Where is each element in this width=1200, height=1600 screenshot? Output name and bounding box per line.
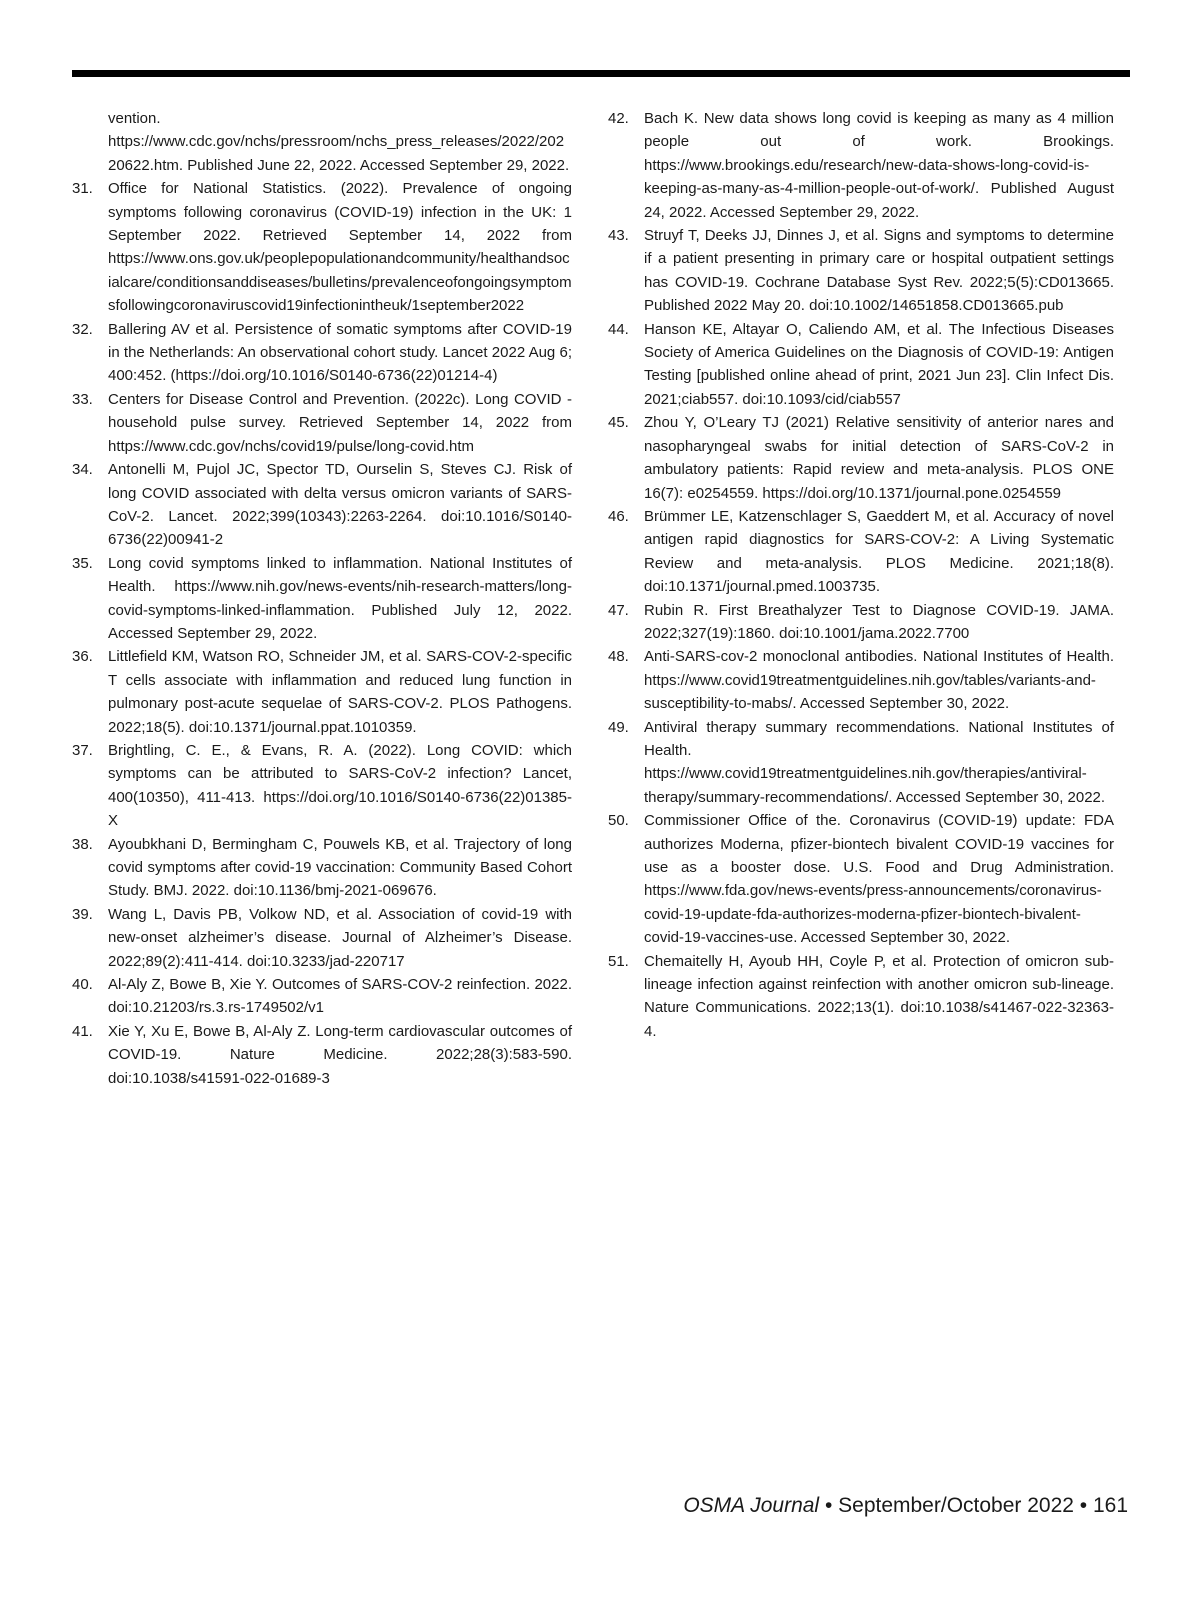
- reference-number: 31.: [72, 180, 93, 198]
- reference-number: 35.: [72, 554, 93, 572]
- reference-item: [72, 903, 572, 973]
- references-left-column: [72, 107, 572, 1090]
- reference-text: Brümmer LE, Katzenschlager S, Gaeddert M, et al. Accuracy of novel antigen rapid diagnostics for SARS-COV-2: A Living Systematic Review and meta-analysis. PLOS Medicine. 2021;18(8). doi:10.1371/journal.pmed.1003735.: [644, 507, 1114, 596]
- reference-item: [72, 833, 572, 903]
- reference-number: 42.: [608, 110, 629, 127]
- reference-item: [72, 177, 572, 317]
- reference-number: 37.: [72, 741, 93, 759]
- reference-text: vention. https://www.cdc.gov/nchs/pressroom/nchs_press_releases/2022/20220622.htm. Published June 22, 2022. Accessed September 29, 2022.: [108, 110, 570, 174]
- reference-number: 40.: [72, 976, 93, 994]
- reference-text: Anti-SARS-cov-2 monoclonal antibodies. National Institutes of Health. https://www.covid19treatmentguidelines.nih.gov/tables/variants-and-susceptibility-to-mabs/. Accessed September 30, 2022.: [644, 648, 1114, 713]
- reference-text: Zhou Y, O’Leary TJ (2021) Relative sensitivity of anterior nares and nasopharyngeal swabs for initial detection of SARS-CoV-2 in ambulatory patients: Rapid review and meta-analysis. PLOS ONE 16(7): e0254559. https://doi.org/10.1371/journal.pone.0254559: [644, 414, 1114, 502]
- reference-number: 36.: [72, 648, 93, 666]
- reference-number: 43.: [608, 227, 629, 245]
- reference-item: [608, 318, 1114, 412]
- reference-text: Hanson KE, Altayar O, Caliendo AM, et al. The Infectious Diseases Society of America Guidelines on the Diagnosis of COVID-19: Antigen Testing [published online ahead of print, 2021 Jun 23]. Clin Infect Dis. 2021;ciab557. doi:10.1093/cid/ciab557: [644, 320, 1114, 408]
- reference-text: Bach K. New data shows long covid is keeping as many as 4 million people out of work. Brookings. https://www.brookings.edu/research/new-data-shows-long-covid-is-keeping-as-many-as-4-million-people-out-of-work/. Published August 24, 2022. Accessed September 29, 2022.: [644, 110, 1114, 221]
- reference-text: Littlefield KM, Watson RO, Schneider JM, et al. SARS-COV-2-specific T cells associate with inflammation and reduced lung function in pulmonary post-acute sequelae of SARS-COV-2. PLOS Pathogens. 2022;18(5). doi:10.1371/journal.ppat.1010359.: [108, 648, 572, 736]
- reference-number: 34.: [72, 461, 93, 479]
- reference-number: 39.: [72, 905, 93, 923]
- issue-and-page-number: • September/October 2022 • 161: [819, 1494, 1128, 1517]
- references-right-column: [608, 107, 1114, 1043]
- reference-item: [72, 1020, 572, 1090]
- reference-text: Wang L, Davis PB, Volkow ND, et al. Association of covid-19 with new-onset alzheimer’s disease. Journal of Alzheimer’s Disease. 2022;89(2):411-414. doi:10.3233/jad-220717: [108, 905, 572, 970]
- reference-text: Commissioner Office of the. Coronavirus (COVID-19) update: FDA authorizes Moderna, pfizer-biontech bivalent COVID-19 vaccines for use as a booster dose. U.S. Food and Drug Administration. https://www.fda.gov/news-events/press-announcements/coronavirus-covid-19-update-fda-authorizes-moderna-pfizer-biontech-bivalent-covid-19-vaccines-use. Accessed September 30, 2022.: [644, 812, 1114, 947]
- reference-text: Centers for Disease Control and Prevention. (2022c). Long COVID - household pulse survey. Retrieved September 14, 2022 from https://www.cdc.gov/nchs/covid19/pulse/long-covid.htm: [108, 390, 572, 455]
- reference-item: [72, 458, 572, 552]
- top-rule: [72, 70, 1130, 77]
- reference-number: 41.: [72, 1022, 93, 1040]
- reference-item: [608, 599, 1114, 646]
- journal-name: OSMA Journal: [683, 1494, 820, 1517]
- reference-item: [608, 411, 1114, 505]
- reference-item: [608, 645, 1114, 715]
- reference-item: [72, 318, 572, 388]
- reference-text: Al-Aly Z, Bowe B, Xie Y. Outcomes of SARS-COV-2 reinfection. 2022. doi:10.21203/rs.3.rs-1749502/v1: [108, 976, 572, 1017]
- reference-item: [72, 388, 572, 458]
- reference-item: [608, 107, 1114, 224]
- reference-item: [608, 950, 1114, 1044]
- reference-text: Long covid symptoms linked to inflammation. National Institutes of Health. https://www.nih.gov/news-events/nih-research-matters/long-covid-symptoms-linked-inflammation. Published July 12, 2022. Accessed September 29, 2022.: [108, 554, 572, 642]
- reference-number: 48.: [608, 648, 629, 666]
- reference-number: 32.: [72, 320, 93, 338]
- reference-item: [72, 552, 572, 646]
- reference-item: [72, 645, 572, 739]
- reference-number: 51.: [608, 952, 629, 970]
- reference-text: Xie Y, Xu E, Bowe B, Al-Aly Z. Long-term cardiovascular outcomes of COVID-19. Nature Medicine. 2022;28(3):583-590. doi:10.1038/s41591-022-01689-3: [108, 1022, 572, 1087]
- reference-text: Brightling, C. E., & Evans, R. A. (2022). Long COVID: which symptoms can be attributed to SARS-CoV-2 infection? Lancet, 400(10350), 411-413. https://doi.org/10.1016/S0140-6736(22)01385-X: [108, 741, 572, 830]
- reference-number: 49.: [608, 718, 629, 736]
- reference-item: [72, 107, 572, 177]
- reference-item: [608, 809, 1114, 949]
- reference-number: 45.: [608, 414, 629, 432]
- reference-item: [608, 505, 1114, 599]
- page-footer: [683, 1494, 1128, 1518]
- reference-number: 44.: [608, 320, 629, 338]
- reference-text: Ballering AV et al. Persistence of somatic symptoms after COVID-19 in the Netherlands: An observational cohort study. Lancet 2022 Aug 6; 400:452. (https://doi.org/10.1016/S0140-6736(22)01214-4): [108, 320, 572, 385]
- reference-text: Rubin R. First Breathalyzer Test to Diagnose COVID-19. JAMA. 2022;327(19):1860. doi:10.1001/jama.2022.7700: [644, 601, 1114, 642]
- reference-number: 47.: [608, 601, 629, 619]
- reference-text: Antiviral therapy summary recommendations. National Institutes of Health. https://www.covid19treatmentguidelines.nih.gov/therapies/antiviral-therapy/summary-recommendations/. Accessed September 30, 2022.: [644, 718, 1114, 806]
- reference-text: Ayoubkhani D, Bermingham C, Pouwels KB, et al. Trajectory of long covid symptoms after covid-19 vaccination: Community Based Cohort Study. BMJ. 2022. doi:10.1136/bmj-2021-069676.: [108, 835, 572, 900]
- reference-item: [72, 739, 572, 833]
- reference-item: [608, 716, 1114, 810]
- reference-item: [608, 224, 1114, 318]
- reference-text: Office for National Statistics. (2022). Prevalence of ongoing symptoms following coronavirus (COVID-19) infection in the UK: 1 September 2022. Retrieved September 14, 2022 from https://www.ons.gov.uk/peoplepopulationandcommunity/healthandsocialcare/conditionsanddiseases/bulletins/prevalenceofongoingsymptomsfollowingcoronaviruscovid19infectionintheuk/1september2022: [108, 180, 572, 315]
- reference-number: 38.: [72, 835, 93, 853]
- reference-number: 46.: [608, 507, 629, 525]
- reference-text: Chemaitelly H, Ayoub HH, Coyle P, et al. Protection of omicron sub-lineage infection against reinfection with another omicron sub-lineage. Nature Communications. 2022;13(1). doi:10.1038/s41467-022-32363-4.: [644, 952, 1114, 1040]
- reference-text: Antonelli M, Pujol JC, Spector TD, Ourselin S, Steves CJ. Risk of long COVID associated with delta versus omicron variants of SARS-CoV-2. Lancet. 2022;399(10343):2263-2264. doi:10.1016/S0140-6736(22)00941-2: [108, 461, 572, 549]
- reference-number: 50.: [608, 812, 629, 830]
- reference-number: 33.: [72, 390, 93, 408]
- reference-text: Struyf T, Deeks JJ, Dinnes J, et al. Signs and symptoms to determine if a patient presenting in primary care or hospital outpatient settings has COVID-19. Cochrane Database Syst Rev. 2022;5(5):CD013665. Published 2022 May 20. doi:10.1002/14651858.CD013665.pub: [644, 227, 1114, 315]
- reference-item: [72, 973, 572, 1020]
